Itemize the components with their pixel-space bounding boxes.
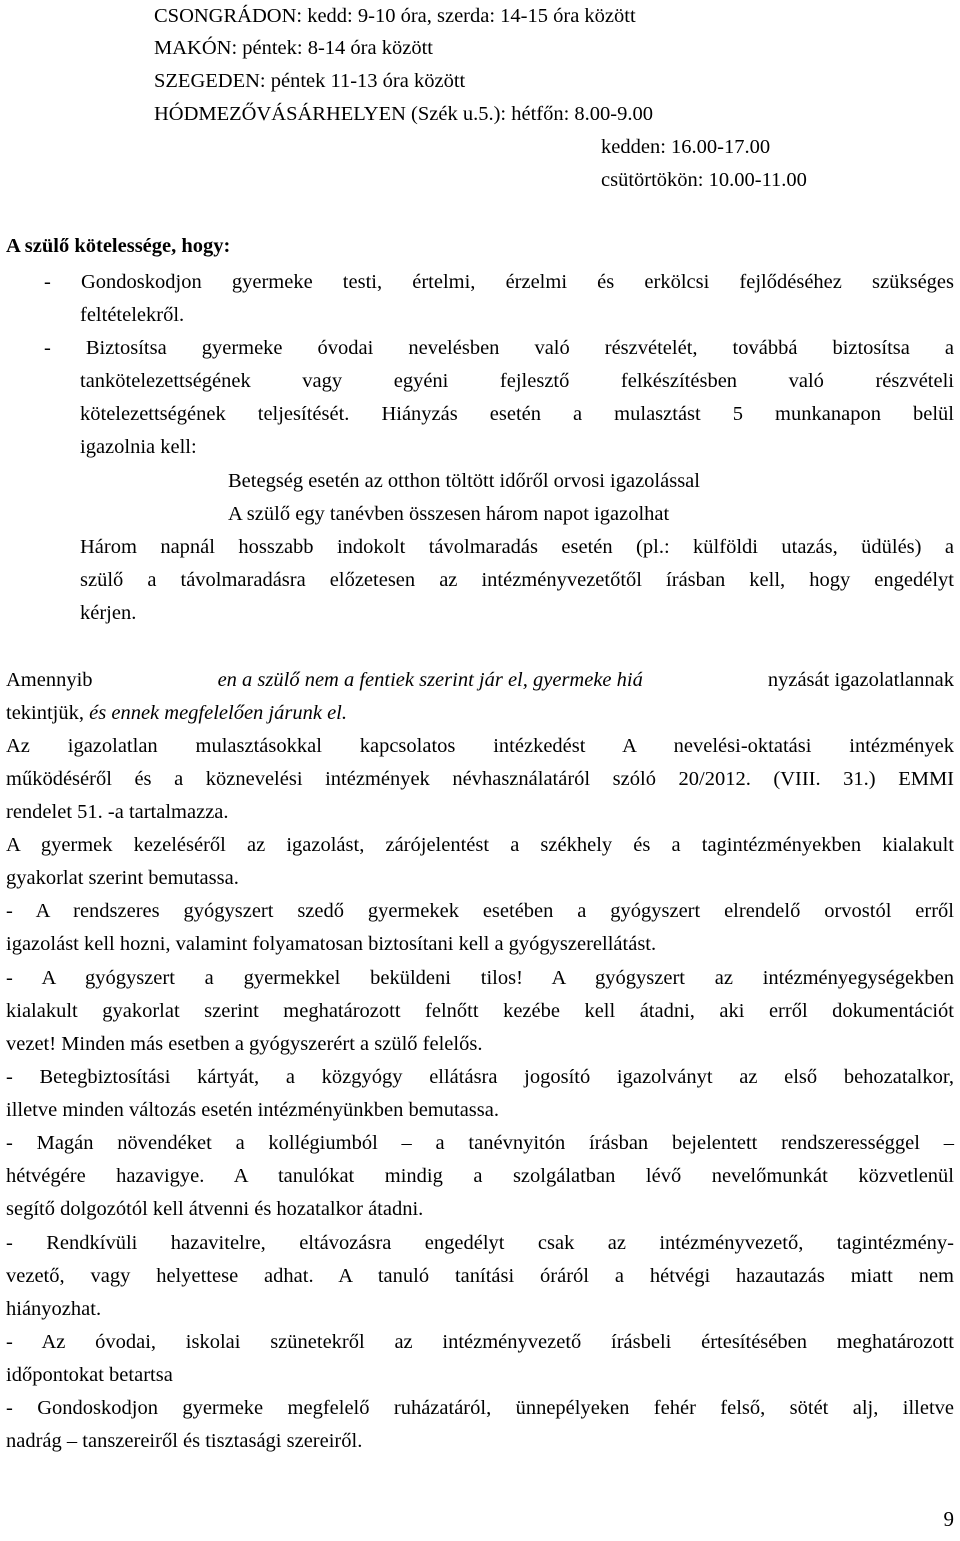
absence-p1-line1 (6, 664, 954, 698)
schedule-hodmezovasarhely: HÓDMEZŐVÁSÁRHELYEN (Szék u.5.): hétfőn: 8.00-9.00 (154, 103, 653, 125)
rule-7-line1: - Gondoskodjon gyermeke megfelelő ruházatáról, ünnepélyeken fehér felső, sötét alj, illetve (6, 1397, 954, 1419)
rule-1-line1: - A rendszeres gyógyszert szedő gyermekek esetében a gyógyszert elrendelő orvostól erről (6, 900, 954, 922)
schedule-mako: MAKÓN: péntek: 8-14 óra között (154, 37, 433, 59)
duties-item2-line7: kérjen. (80, 602, 137, 624)
duties-item1-line1: - Gondoskodjon gyermeke testi, értelmi, érzelmi és erkölcsi fejlődéséhez szükséges (44, 271, 954, 293)
schedule-csongrad: CSONGRÁDON: kedd: 9-10 óra, szerda: 14-15 óra között (154, 5, 636, 27)
schedule-hmv-tuesday: kedden: 16.00-17.00 (601, 136, 771, 158)
rule-5-line1: - Rendkívüli hazavitelre, eltávozásra engedélyt csak az intézményvezető, tagintézmény- (6, 1232, 954, 1254)
duties-item1-line2: feltételekről. (80, 304, 185, 326)
absence-p1-b: en a szülő nem a fentiek szerint jár el, gyermeke hiá (217, 669, 643, 691)
duties-item2-line1: - Biztosítsa gyermeke óvodai nevelésben való részvételét, továbbá biztosítsa a (44, 337, 954, 359)
absence-p1-e: és ennek megfelelően járunk el. (89, 702, 347, 724)
absence-p1-a: Amennyib (6, 669, 93, 691)
rule-2-line1: - A gyógyszert a gyermekkel beküldeni tilos! A gyógyszert az intézményegységekben (6, 967, 954, 989)
rule-7-line2: nadrág – tanszereiről és tisztasági szereiről. (6, 1430, 363, 1452)
duties-item2-line4: igazolnia kell: (80, 436, 197, 458)
rule-2-line3: vezet! Minden más esetben a gyógyszerért a szülő felelős. (6, 1033, 483, 1055)
rule-4-line3: segítő dolgozótól kell átvenni és hozatalkor átadni. (6, 1198, 424, 1220)
absence-p1-line2 (6, 697, 347, 731)
absence-p2-line3: rendelet 51. -a tartalmazza. (6, 801, 229, 823)
duties-item2-line3: kötelezettségének teljesítését. Hiányzás esetén a mulasztást 5 munkanapon belül (80, 403, 954, 425)
duties-heading: A szülő kötelessége, hogy: (6, 235, 231, 257)
rule-4-line1: - Magán növendéket a kollégiumból – a tanévnyitón írásban bejelentett rendszerességgel – (6, 1132, 954, 1154)
rule-3-line1: - Betegbiztosítási kártyát, a közgyógy ellátásra jogosító igazolványt az első behozatalkor, (6, 1066, 954, 1088)
absence-p3-line1: A gyermek kezeléséről az igazolást, zárójelentést a székhely és a tagintézményekben kialakult (6, 834, 954, 856)
absence-p2-line1: Az igazolatlan mulasztásokkal kapcsolatos intézkedést A nevelési-oktatási intézmények (6, 735, 954, 757)
absence-p2-line2: működéséről és a köznevelési intézmények névhasználatáról szóló 20/2012. (VIII. 31.) EMMI (6, 768, 954, 790)
rule-3-line2: illetve minden változás esetén intézményünkben bemutassa. (6, 1099, 499, 1121)
absence-p1-d: tekintjük, (6, 702, 90, 724)
duties-item2-line5: Három napnál hosszabb indokolt távolmaradás esetén (pl.: külföldi utazás, üdülés) a (80, 536, 954, 558)
duties-sub2: A szülő egy tanévben összesen három napot igazolhat (228, 503, 670, 525)
duties-item2-line6: szülő a távolmaradásra előzetesen az intézményvezetőtől írásban kell, hogy engedélyt (80, 569, 954, 591)
rule-5-line2: vezető, vagy helyettese adhat. A tanuló tanítási óráról a hétvégi hazautazás miatt nem (6, 1265, 954, 1287)
rule-5-line3: hiányozhat. (6, 1298, 102, 1320)
duties-sub1: Betegség esetén az otthon töltött időről orvosi igazolással (228, 470, 700, 492)
absence-p1-c: nyzását igazolatlannak (767, 669, 954, 691)
schedule-szeged: SZEGEDEN: péntek 11-13 óra között (154, 70, 466, 92)
rule-1-line2: igazolást kell hozni, valamint folyamatosan biztosítani kell a gyógyszerellátást. (6, 933, 657, 955)
page-number: 9 (943, 1507, 954, 1531)
absence-p3-line2: gyakorlat szerint bemutassa. (6, 867, 239, 889)
schedule-hmv-thursday: csütörtökön: 10.00-11.00 (601, 169, 807, 191)
rule-6-line1: - Az óvodai, iskolai szünetekről az intézményvezető írásbeli értesítésében meghatározott (6, 1331, 954, 1353)
rule-6-line2: időpontokat betartsa (6, 1364, 173, 1386)
rule-2-line2: kialakult gyakorlat szerint meghatározott felnőtt kezébe kell átadni, aki erről dokumentációt (6, 1000, 954, 1022)
duties-item2-line2: tankötelezettségének vagy egyéni fejlesztő felkészítésben való részvételi (80, 370, 954, 392)
rule-4-line2: hétvégére hazavigye. A tanulókat mindig a szolgálatban lévő nevelőmunkát közvetlenül (6, 1165, 954, 1187)
